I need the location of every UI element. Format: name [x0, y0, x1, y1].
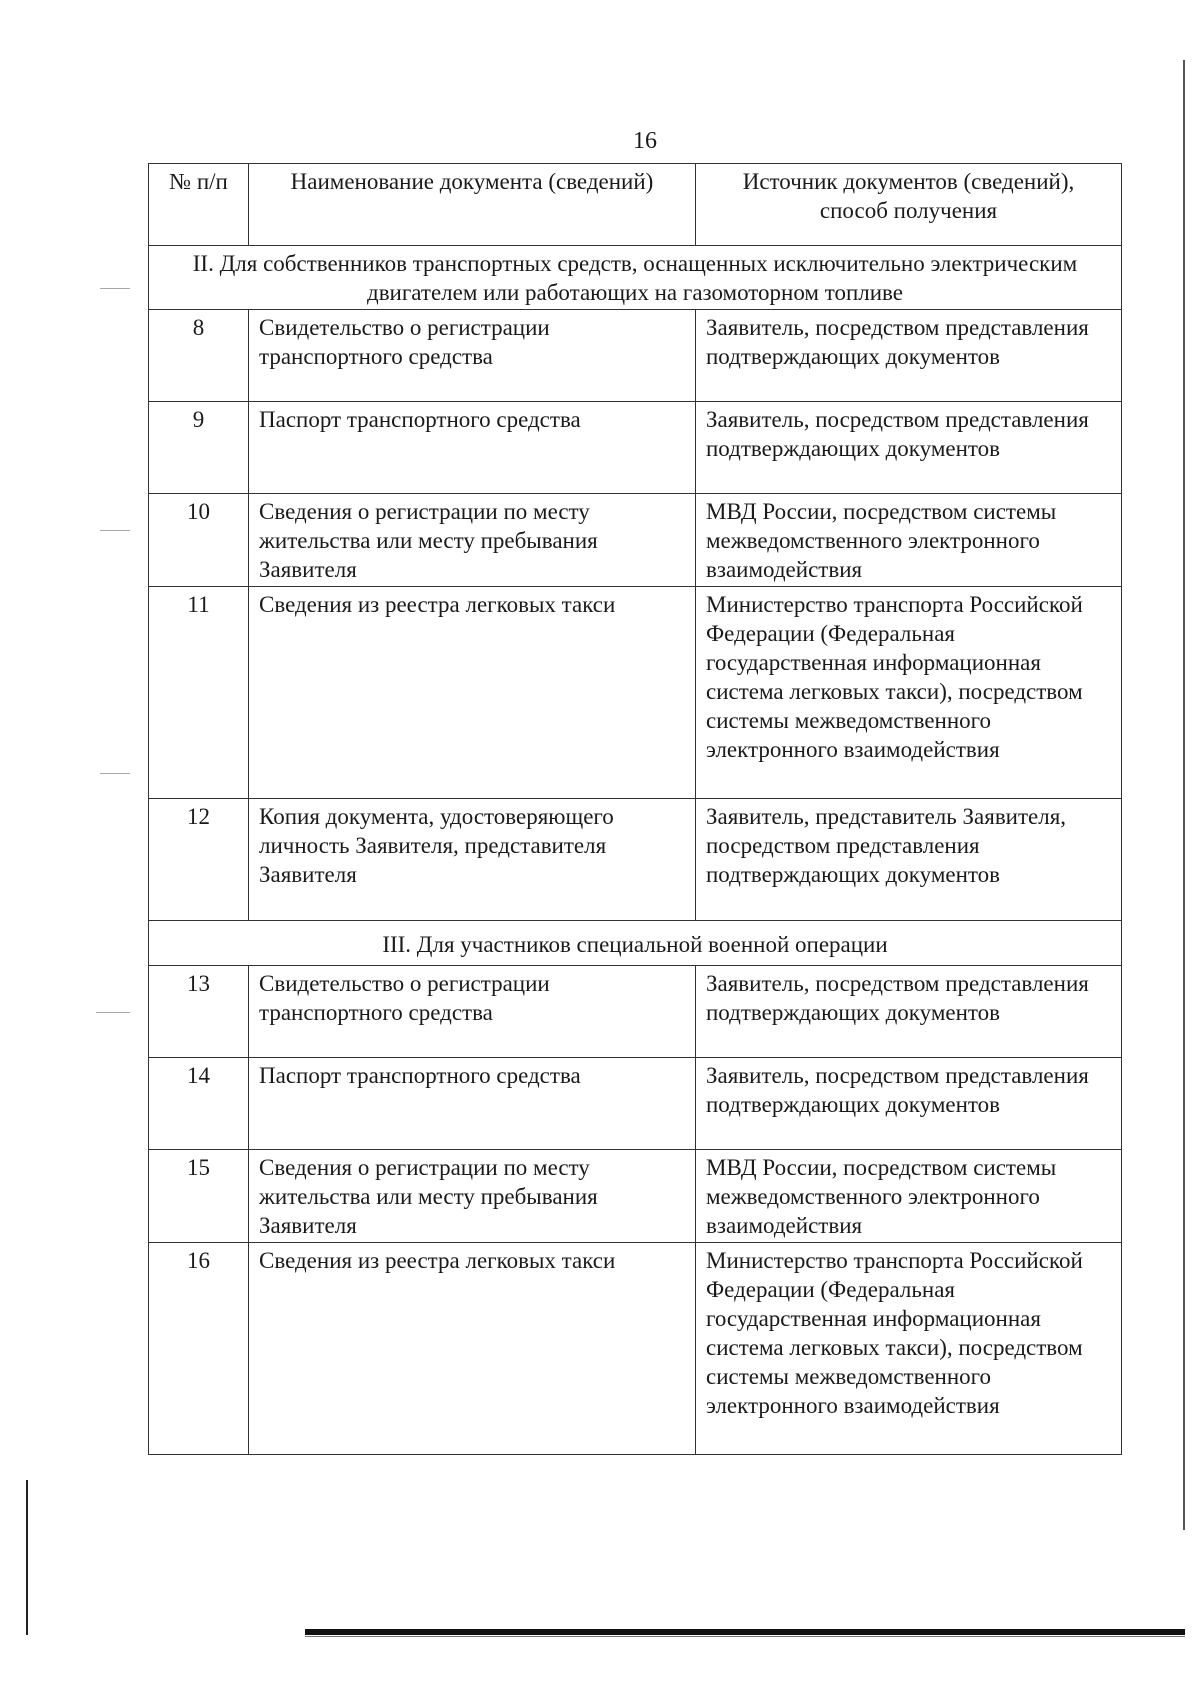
row-number: 12	[149, 799, 249, 921]
row-number: 16	[149, 1243, 249, 1455]
document-source: Заявитель, посредством представления подтверждающих документов	[696, 310, 1122, 402]
row-number: 8	[149, 310, 249, 402]
document-name: Копия документа, удостоверяющего личность Заявителя, представителя Заявителя	[249, 799, 696, 921]
document-name: Сведения из реестра легковых такси	[249, 1243, 696, 1455]
document-name: Паспорт транспортного средства	[249, 1058, 696, 1150]
table-row	[149, 1150, 1122, 1243]
scan-edge-left	[26, 1480, 28, 1635]
scan-edge-bottom	[305, 1629, 1185, 1635]
documents-table	[148, 163, 1122, 1455]
document-source: Министерство транспорта Российской Федерации (Федеральная государственная информационная система легковых такси), посредством системы межведомственного электронного взаимодействия	[696, 587, 1122, 799]
scan-edge-bottom-thin	[305, 1636, 1185, 1637]
row-number: 15	[149, 1150, 249, 1243]
scan-speck	[96, 1012, 130, 1013]
page-number: 16	[633, 128, 657, 154]
row-number: 9	[149, 402, 249, 494]
document-name: Сведения о регистрации по месту жительства или месту пребывания Заявителя	[249, 1150, 696, 1243]
scan-speck	[100, 288, 130, 289]
table-row	[149, 1058, 1122, 1150]
document-source: Заявитель, посредством представления подтверждающих документов	[696, 966, 1122, 1058]
scan-speck	[100, 773, 130, 774]
document-source: МВД России, посредством системы межведомственного электронного взаимодействия	[696, 494, 1122, 587]
table-row	[149, 966, 1122, 1058]
section-header-row	[149, 921, 1122, 966]
document-name: Свидетельство о регистрации транспортного средства	[249, 966, 696, 1058]
table-header-row	[149, 164, 1122, 246]
row-number: 10	[149, 494, 249, 587]
scan-edge-right	[1183, 60, 1185, 1530]
table-row	[149, 587, 1122, 799]
table-row	[149, 402, 1122, 494]
table-row	[149, 494, 1122, 587]
table-row	[149, 310, 1122, 402]
document-name: Сведения о регистрации по месту жительства или месту пребывания Заявителя	[249, 494, 696, 587]
section-header-row	[149, 246, 1122, 310]
row-number: 13	[149, 966, 249, 1058]
row-number: 11	[149, 587, 249, 799]
section-title: II. Для собственников транспортных средств, оснащенных исключительно электрическим двигателем или работающих на газомоторном топливе	[192, 251, 1078, 305]
header-number: № п/п	[149, 164, 249, 246]
document-source: Министерство транспорта Российской Федерации (Федеральная государственная информационная система легковых такси), посредством системы межведомственного электронного взаимодействия	[696, 1243, 1122, 1455]
section-title-cell	[149, 921, 1122, 966]
document-source: МВД России, посредством системы межведомственного электронного взаимодействия	[696, 1150, 1122, 1243]
section-title-cell	[149, 246, 1122, 310]
header-source: Источник документов (сведений), способ получения	[696, 164, 1122, 246]
document-name: Свидетельство о регистрации транспортного средства	[249, 310, 696, 402]
document-source: Заявитель, посредством представления подтверждающих документов	[696, 1058, 1122, 1150]
document-name: Сведения из реестра легковых такси	[249, 587, 696, 799]
document-name: Паспорт транспортного средства	[249, 402, 696, 494]
section-title: III. Для участников специальной военной операции	[382, 932, 888, 957]
document-source: Заявитель, представитель Заявителя, посредством представления подтверждающих документов	[696, 799, 1122, 921]
header-document-name: Наименование документа (сведений)	[249, 164, 696, 246]
row-number: 14	[149, 1058, 249, 1150]
table-row	[149, 1243, 1122, 1455]
document-source: Заявитель, посредством представления подтверждающих документов	[696, 402, 1122, 494]
scan-speck	[100, 530, 130, 531]
table-row	[149, 799, 1122, 921]
